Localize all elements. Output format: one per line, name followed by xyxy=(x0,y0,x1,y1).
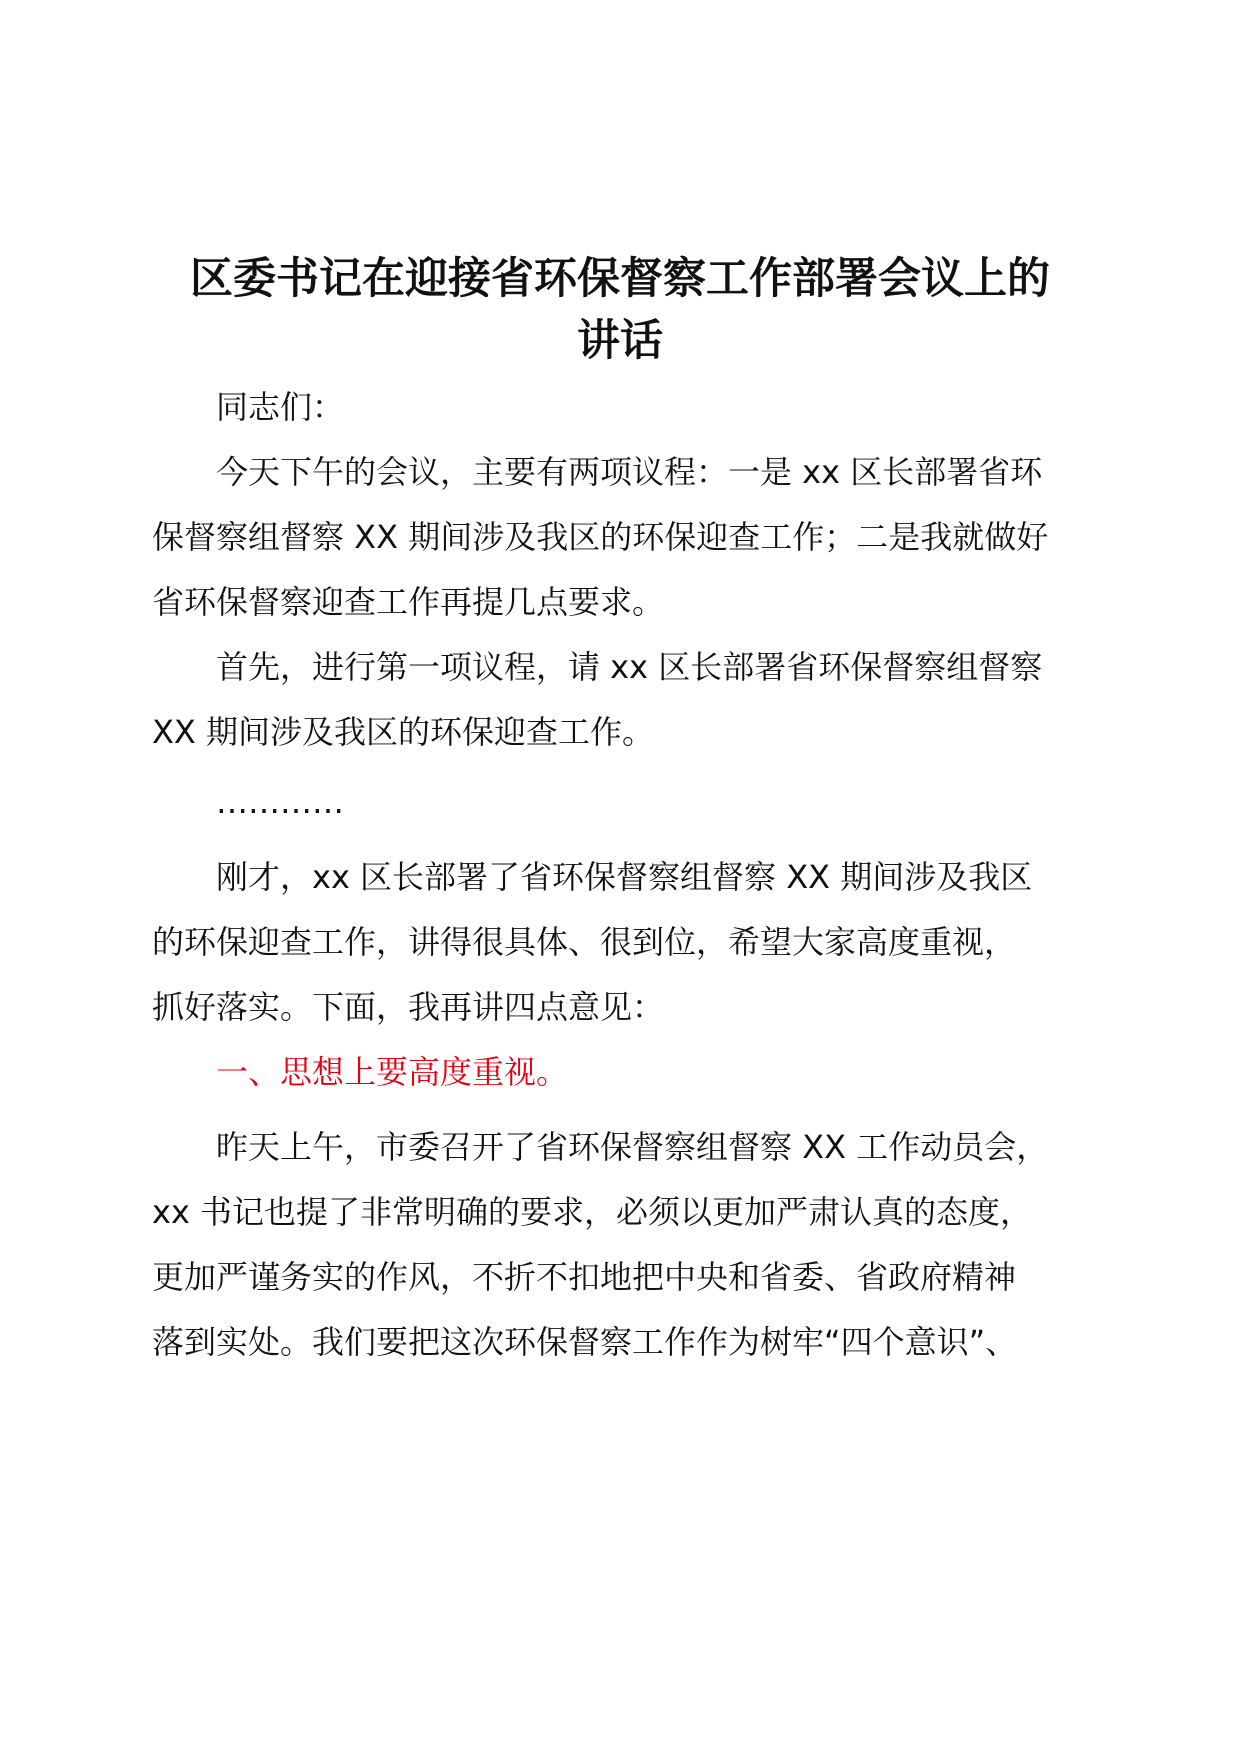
paragraph-section-body xyxy=(152,1115,1092,1375)
paragraph-line: 刚才，xx 区长部署了省环保督察组督察 XX 期间涉及我区 xyxy=(216,858,1033,896)
paragraph-line: 昨天上午，市委召开了省环保督察组督察 XX 工作动员会， xyxy=(216,1128,1049,1166)
paragraph-line: xx 书记也提了非常明确的要求，必须以更加严肃认真的态度， xyxy=(152,1193,1033,1231)
paragraph-line: 首先，进行第一项议程，请 xx 区长部署省环保督察组督察 xyxy=(216,648,1043,686)
paragraph-agenda xyxy=(152,440,1092,635)
paragraph-line: 更加严谨务实的作风，不折不扣地把中央和省委、省政府精神 xyxy=(152,1258,1017,1296)
paragraph-line: 的环保迎查工作，讲得很具体、很到位，希望大家高度重视， xyxy=(152,923,1017,961)
ellipsis-text: ………… xyxy=(216,783,344,821)
section-heading-text: 一、思想上要高度重视。 xyxy=(216,1053,569,1091)
salutation-text: 同志们： xyxy=(216,388,345,426)
title-line-2: 讲话 xyxy=(577,316,663,366)
salutation xyxy=(152,375,1092,440)
paragraph-remarks xyxy=(152,845,1092,1040)
paragraph-line: 省环保督察迎查工作再提几点要求。 xyxy=(152,583,665,621)
paragraph-line: XX 期间涉及我区的环保迎查工作。 xyxy=(152,713,655,751)
section-heading xyxy=(152,1040,1092,1105)
paragraph-line: 今天下午的会议，主要有两项议程：一是 xx 区长部署省环 xyxy=(216,453,1043,491)
title-line-1: 区委书记在迎接省环保督察工作部署会议上的 xyxy=(190,254,1050,304)
paragraph-line: 抓好落实。下面，我再讲四点意见： xyxy=(152,988,665,1026)
document-title xyxy=(150,248,1090,372)
paragraph-line: 保督察组督察 XX 期间涉及我区的环保迎查工作；二是我就做好 xyxy=(152,518,1049,556)
paragraph-ellipsis xyxy=(152,770,1092,835)
paragraph-first-item xyxy=(152,635,1092,765)
paragraph-line: 落到实处。我们要把这次环保督察工作作为树牢“四个意识”、 xyxy=(152,1323,1018,1361)
